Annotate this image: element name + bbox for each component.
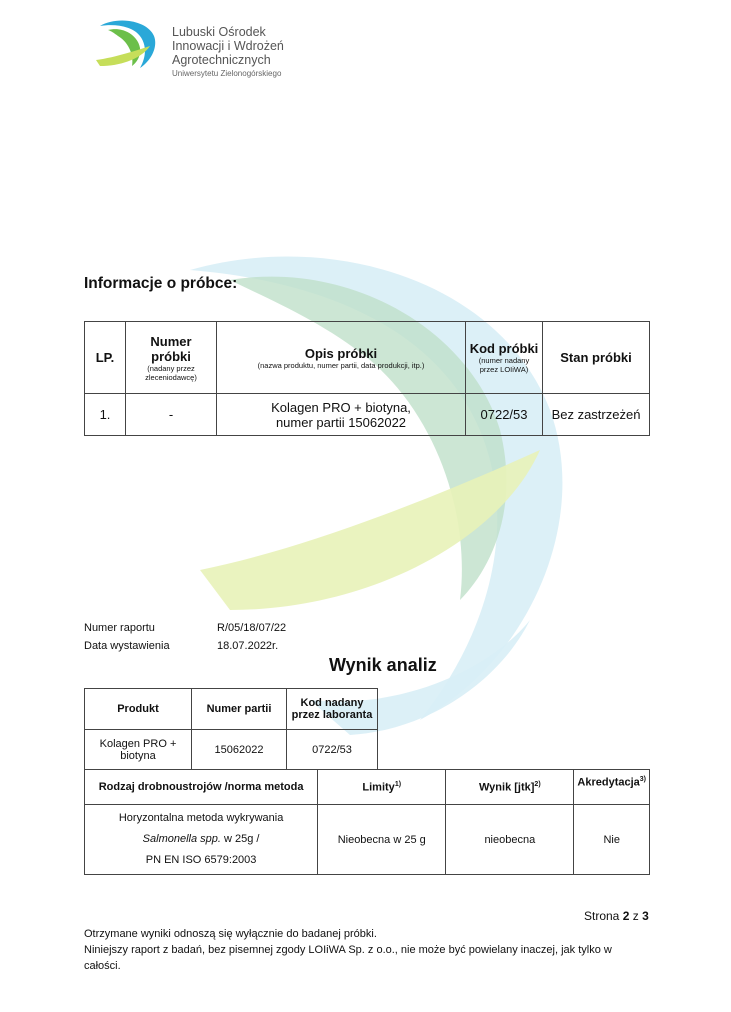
cell-product-line2: biotyna [120,749,156,762]
header-lab-code [287,689,378,730]
report-number-label: Numer raportu [84,622,155,634]
page-number [584,909,649,923]
sample-header-row [85,322,650,394]
header-result-label: Wynik [jtk] [479,781,535,794]
cell-description [217,394,466,436]
logo-text-line1: Lubuski Ośrodek [172,25,266,39]
header-limits-label: Limity [362,781,395,794]
cell-lab-code: 0722/53 [287,730,378,770]
header-accreditation-sup: 3) [639,776,646,783]
logo-icon [92,16,162,72]
header-microorganism: Rodzaj drobnoustrojów /norma metoda [85,770,318,805]
cell-product-line1: Kolagen PRO + [99,737,177,750]
header-description [217,322,466,394]
header-result-sup: 2) [534,780,541,788]
footer-note [84,926,612,974]
cell-code: 0722/53 [466,394,543,436]
header-lab-code-line2: przez laboranta [291,709,373,721]
header-code-label: Kod próbki [469,341,539,356]
logo-text-line4: Uniwersytetu Zielonogórskiego [172,69,282,78]
table-row [85,394,650,436]
table-row [85,805,650,875]
header-code-note: (numer nadany przez LOIiWA) [478,356,530,374]
logo-text-line2: Innowacji i Wdrożeń [172,39,284,53]
cell-sample-number: - [126,394,217,436]
header-sample-number [126,322,217,394]
header-accreditation [574,770,650,805]
header-sample-number-line2: próbki [151,348,191,364]
cell-description-line2: numer partii 15062022 [275,414,407,430]
header-description-note: (nazwa produktu, numer partii, data produkcji, itp.) [257,360,425,370]
logo-text-line3: Agrotechnicznych [172,53,271,67]
header-limits-sup: 1) [394,780,402,788]
header-code [466,322,543,394]
issue-date-value: 18.07.2022r. [217,640,279,652]
sample-info-table [84,321,650,436]
cell-result: nieobecna [446,805,574,875]
cell-method-organism: Salmonella spp. [142,833,221,845]
header-accreditation-label: Akredytacja [577,776,640,789]
table-row [85,730,378,770]
product-table [84,688,378,770]
cell-limit: Nieobecna w 25 g [318,805,446,875]
header-lab-code-line1: Kod nadany [300,697,364,709]
header-product: Produkt [85,689,192,730]
analysis-header-row [85,770,650,805]
header-sample-number-line1: Numer [150,333,192,349]
cell-batch: 15062022 [192,730,287,770]
product-header-row [85,689,378,730]
cell-product [85,730,192,770]
header-limits [318,770,446,805]
header-result [446,770,574,805]
cell-method-line2: w 25g / [220,833,260,845]
page-number-sep: z [629,909,643,923]
page-number-prefix: Strona [584,909,623,923]
cell-method [85,805,318,875]
cell-accreditation: Nie [574,805,650,875]
report-number-value: R/05/18/07/22 [217,622,287,634]
footer-line3: całości. [84,960,121,972]
header-batch: Numer partii [192,689,287,730]
header-description-label: Opis próbki [304,345,378,361]
header-lp: LP. [85,322,126,394]
cell-method-standard: PN EN ISO 6579:2003 [145,854,257,866]
header-state: Stan próbki [543,322,650,394]
analysis-table [84,769,650,875]
issue-date-label: Data wystawienia [84,640,170,652]
page-number-total: 3 [642,909,649,923]
cell-description-line1: Kolagen PRO + biotyna, [271,399,411,415]
sample-section-title: Informacje o próbce: [84,275,238,292]
cell-state: Bez zastrzeżeń [543,394,650,436]
footer-line1: Otrzymane wyniki odnoszą się wyłącznie do badanej próbki. [84,928,377,940]
cell-method-line1: Horyzontalna metoda wykrywania [118,812,284,824]
results-title: Wynik analiz [329,655,437,675]
header-sample-number-note: (nadany przez zleceniodawcę) [145,363,197,382]
page-number-current: 2 [622,909,630,923]
footer-line2: Niniejszy raport z badań, bez pisemnej zgody LOIiWA Sp. z o.o., nie może być powielany inaczej, jak tylko w [84,944,612,956]
cell-lp: 1. [85,394,126,436]
